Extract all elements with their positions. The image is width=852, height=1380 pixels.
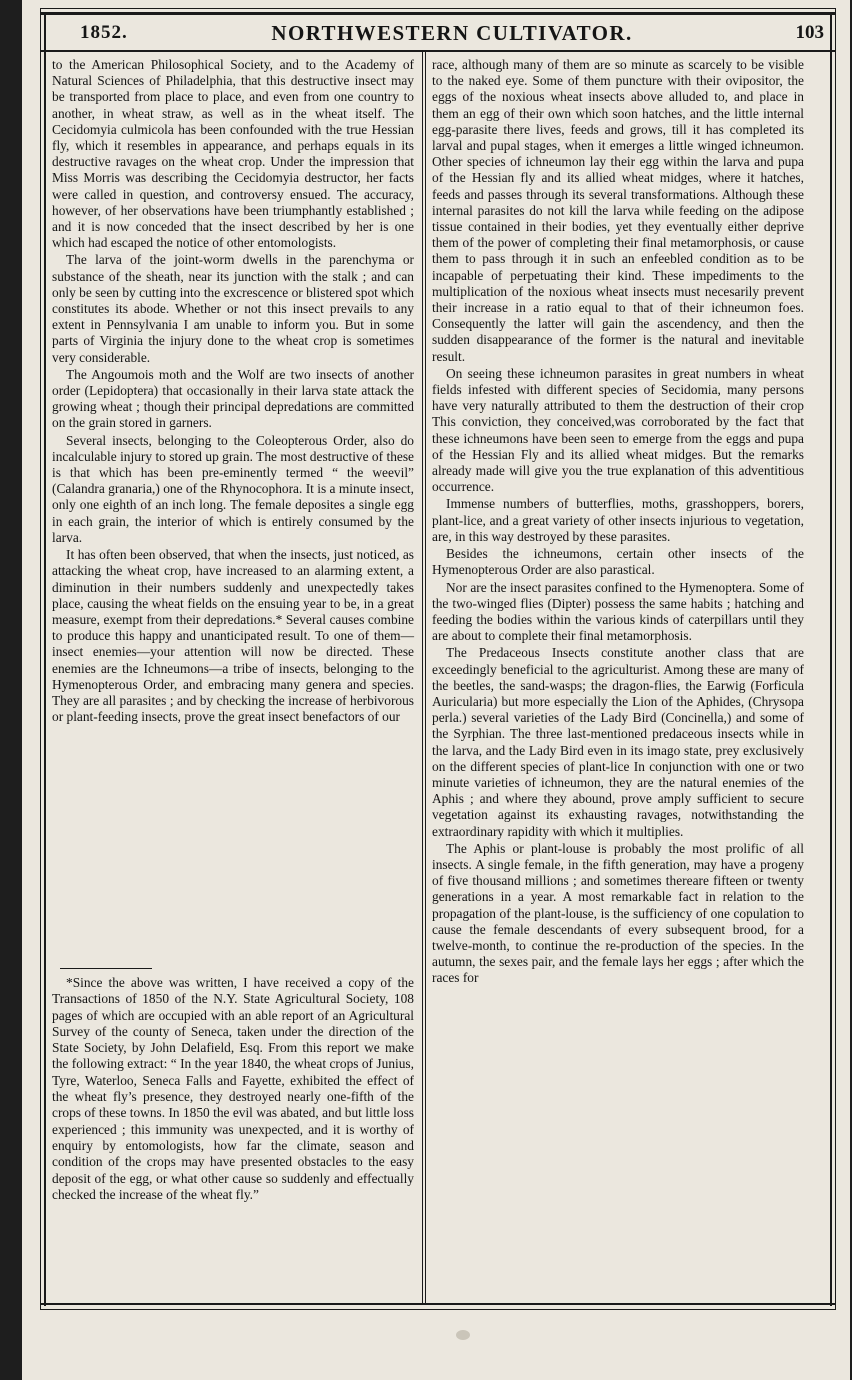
footnote-text: *Since the above was written, I have received a copy of the Transactions of 1850 of the N.Y. State Agricultural Society, 108 pages of which are occupied with an able report of an Agricultural Survey of the county of Seneca, taken under the direction of the State Society, by John Delafield, Esq. From this report we make the following extract: “ In the year 1840, the wheat crops of Junius, Tyre, Waterloo, Seneca Falls and Fayette, exhibited the effect of the wheat fly’s presence, they destroyed nearly one-fifth of the crops of these towns. In 1850 the evil was abated, and but little loss experienced ; this immunity was unexpected, and it is worthy of enquiry by entomologists, how far the climate, season and condition of the crops may have presented obstacles to the easy deposit of the egg, or what other cause so suddenly and effectually checked the increase of the wheat fly.” [52,975,414,1202]
right-border-outer [835,8,836,1310]
paragraph: The larva of the joint-worm dwells in the parenchyma or substance of the sheath, near its junction with the stalk ; and can only be seen by cutting into the excrescence or blistered spot which constitutes its abode. Whether or not this insect prevails to any extent in Pennsylvania I am unable to inform you. But in some parts of Virginia the injury done to the wheat crop is sometimes very considerable. [52,252,414,365]
footnote-separator [60,968,152,969]
header-bottom-rule [40,50,836,52]
column-divider-2 [425,52,426,1303]
paragraph: On seeing these ichneumon parasites in great numbers in wheat fields infested with different species of Secidomia, many persons have very naturally attributed to them the destruction of their crop This conviction, they conceived,was corroborated by the fact that these ichneumons have been seen to emerge from the eggs and pupa of the Hessian Fly and its allied wheat midges. But the remarks already made will give you the true explanation of this adventitious occurrence. [432,365,804,495]
paragraph: Besides the ichneumons, certain other insects of the Hymenopterous Order are also parastical. [432,546,804,578]
paragraph: Nor are the insect parasites confined to the Hymenoptera. Some of the two-winged flies (Dipter) possess the same habits ; hatching and feeding the bodies within the various kinds of caterpillars until they are about to complete their final metamorphosis. [432,579,804,644]
newspaper-page [22,0,850,1380]
paragraph: race, although many of them are so minute as scarcely to be visible to the naked eye. Some of them puncture with their ovipositor, the eggs of the noxious wheat insects above alluded to, and place in them an egg of their own which soon hatches, and the little internal egg-parasite there lives, feeds and grows, till it has completed its larval and pupal stages, when it emerges a little winged ichneumon. Other species of ichneumon lay their egg within the larva and pupa of the Hessian fly and its allied wheat midges, where it hatches, feeds and passes through its several transformations. Although these internal parasites do not kill the larva while feeding on the adipose tissue contained in their bodies, yet they eventually either deprive them of the power of completing their final metamorphosis, or cause them to pass through it in such an enfeebled condition as to be incapable of perpetuating their kind. These impediments to the multiplication of the noxious wheat insects must necesarily prevent their increase in a ratio equal to that of their ichneumon foes. Consequently the latter will gain the ascendency, and then the sudden disappearance of the former is the natural and inevitable result. [432,57,804,364]
top-rule-thick [40,12,836,15]
bottom-rule-thin [40,1309,836,1310]
right-column [432,57,804,987]
header-year: 1852. [80,22,128,43]
paragraph: It has often been observed, that when the insects, just noticed, as attacking the wheat crop, have increased to an alarming extent, a diminution in their numbers suddenly and unexpectedly takes place, causing the wheat fields on the ensuing year to be, in a great measure, exempt from their depredations.* Several causes combine to produce this happy and unanticipated result. To one of them—insect enemies—your attention will now be directed. These enemies are the Ichneumons—a tribe of insects, belonging to the Hymenopterous Order, and embracing many genera and species. They are all parasites ; and by checking the increase of herbivorous or plant-feeding insects, prove the great insect benefactors of our [52,547,414,725]
column-divider [422,52,423,1303]
page-number: 103 [795,22,824,43]
left-border-inner [44,12,46,1306]
left-column [52,57,414,725]
footnote [52,975,414,1203]
paragraph: The Angoumois moth and the Wolf are two insects of another order (Lepidoptera) that occasionally in their larva state attack the growing wheat ; though their principal depredations are committed on the grain stored in garners. [52,366,414,431]
page-header [80,22,824,48]
paper-smudge [456,1330,470,1340]
header-title: NORTHWESTERN CULTIVATOR. [271,21,633,45]
top-rule-thin [40,8,836,9]
right-border-inner [830,12,832,1306]
paragraph: The Aphis or plant-louse is probably the most prolific of all insects. A single female, in the fifth generation, may have a progeny of five thousand millions ; and sometimes thereare fifteen or twenty generations in a year. A most remarkable fact in relation to the propagation of the plant-louse, is the sufficiency of one copulation to cause the female descendants of every subsequent brood, for a twelve-month, to continue the re-production of the species. In the autumn, the sexes pair, and the female lays her eggs ; after which the races for [432,840,804,986]
paragraph: The Predaceous Insects constitute another class that are exceedingly beneficial to the agriculturist. Among these are many of the beetles, the sand-wasps; the dragon-flies, the Earwig (Forficula Auricularia) but more especially the Lion of the Aphides, (Chrysopa perla.) several varieties of the Lady Bird (Concinella,) and some of the Syrphian. The three last-mentioned predaceous insects while in the larva, and the Lady Bird even in its imago state, prey exclusively on the different species of plant-lice In conjunction with one or two minute varieties of ichneumon, they are the natural enemies of the Aphis ; and where they abound, prove amply sufficient to secure vegetation against its exhausting ravages, notwithstanding the extraordinary rapidity with which it multiplies. [432,645,804,839]
paragraph: to the American Philosophical Society, and to the Academy of Natural Sciences of Philadelphia, that this destructive insect may be transported from place to place, and even from one country to another, in wheat straw, as well as in the wheat itself. The Cecidomyia culmicola has been confounded with the true Hessian fly, which it resembles in appearance, and perhaps equals in its destructive ravages on the wheat crop. Under the impression that Miss Morris was describing the Cecidomyia destructor, her facts were called in question, and controversy ensued. The accuracy, however, of her observations have been triumphantly established ; and it is now conceded that the insect described by her is one which had escaped the notice of other entomologists. [52,57,414,251]
left-border-outer [40,8,41,1310]
paragraph: Several insects, belonging to the Coleopterous Order, also do incalculable injury to stored up grain. The most destructive of these is that which has been pre-eminently termed “ the weevil” (Calandra granaria,) one of the Rhynocophora. It is a minute insect, only one eighth of an inch long. The female deposites a single egg in each grain, the interior of which is entirely consumed by the larva. [52,432,414,545]
paragraph: Immense numbers of butterflies, moths, grasshoppers, borers, plant-lice, and a great variety of other insects injurious to vegetation, are, in this way destroyed by these parasites. [432,496,804,544]
bottom-rule-thick [40,1303,836,1305]
